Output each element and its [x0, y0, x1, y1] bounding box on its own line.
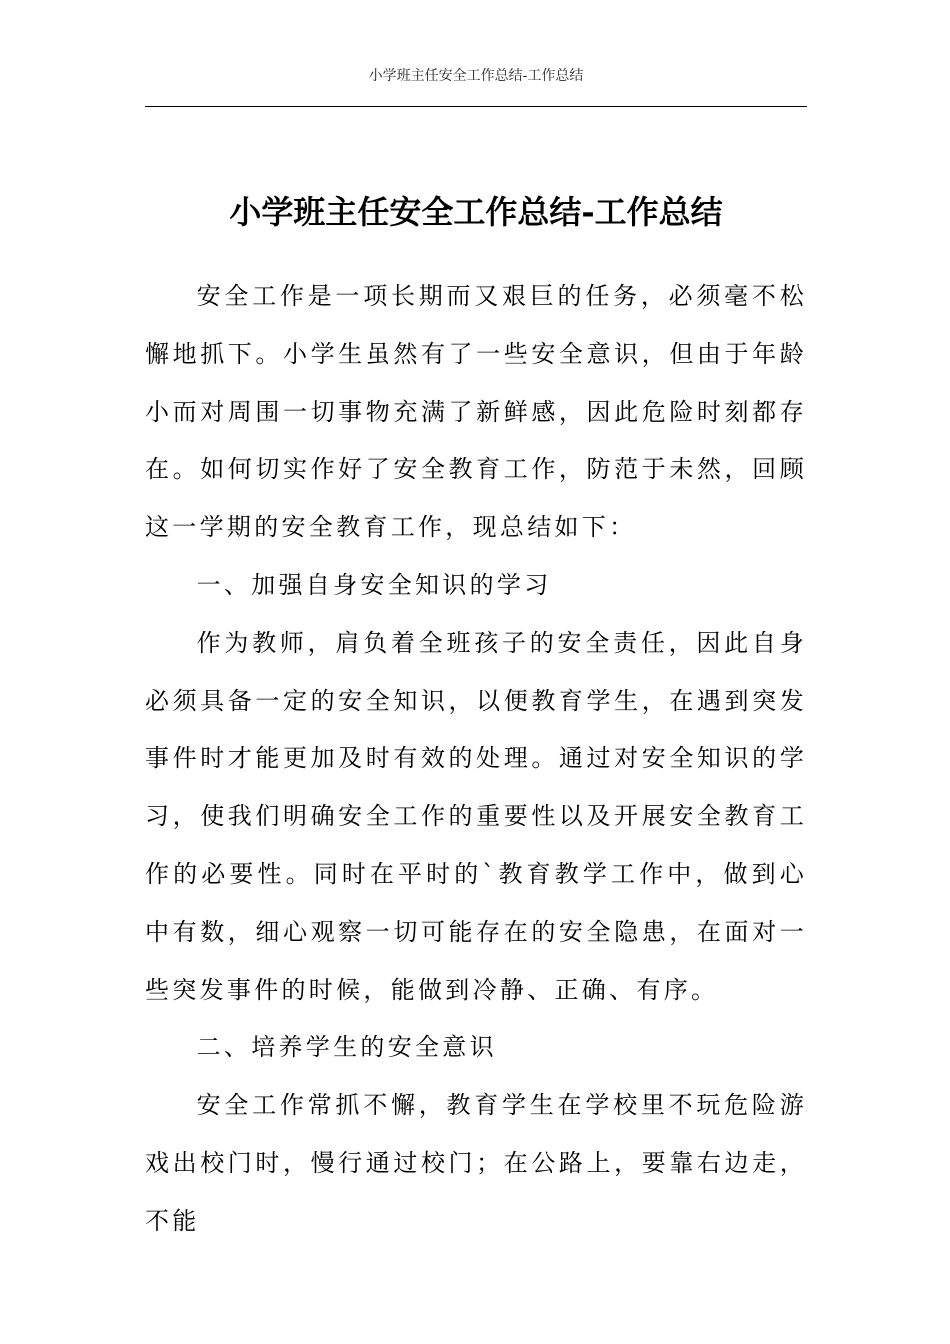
section-heading-1: 一、加强自身安全知识的学习: [196, 570, 552, 599]
document-body: [145, 268, 807, 1251]
section-heading-2: 二、培养学生的安全意识: [196, 1033, 497, 1062]
running-header: 小学班主任安全工作总结-工作总结: [368, 68, 584, 84]
paragraph-intro: 安全工作是一项长期而又艰巨的任务，必须毫不松懈地抓下。小学生虽然有了一些安全意识，但由于年龄小而对周围一切事物充满了新鲜感，因此危险时刻都存在。如何切实作好了安全教育工作，防范于未然，回顾这一学期的安全教育工作，现总结如下：: [145, 282, 807, 542]
document-title: 小学班主任安全工作总结-工作总结: [229, 193, 723, 231]
paragraph-section-1: 作为教师，肩负着全班孩子的安全责任，因此自身必须具备一定的安全知识，以便教育学生，在遇到突发事件时才能更加及时有效的处理。通过对安全知识的学习，使我们明确安全工作的重要性以及开展安全教育工作的必要性。同时在平时的`教育教学工作中，做到心中有数，细心观察一切可能存在的安全隐患，在面对一些突发事件的时候，能做到冷静、正确、有序。: [145, 628, 807, 1004]
header-divider: [145, 106, 807, 107]
paragraph-section-2: 安全工作常抓不懈，教育学生在学校里不玩危险游戏出校门时，慢行通过校门；在公路上，要靠右边走，不能: [145, 1091, 807, 1235]
